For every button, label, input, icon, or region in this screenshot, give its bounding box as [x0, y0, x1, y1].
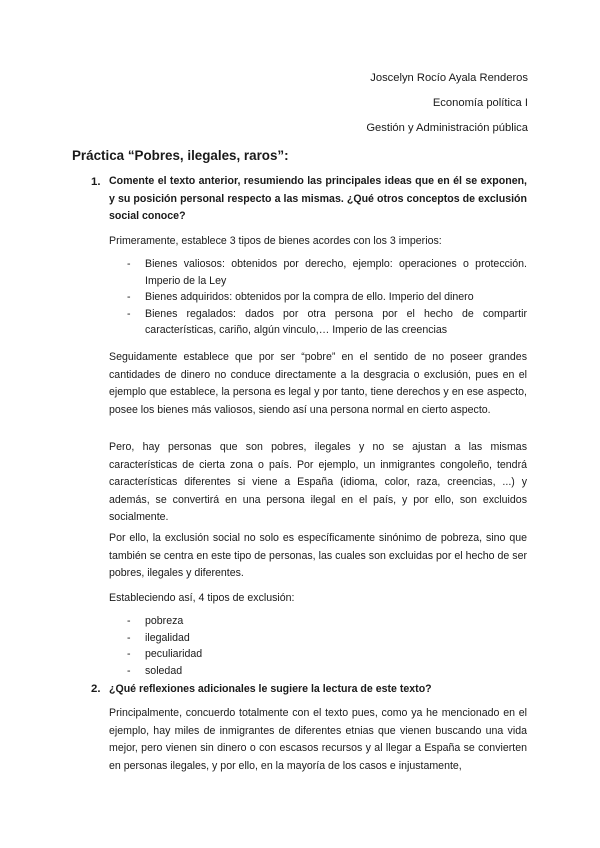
exclusion-item-text: pobreza: [145, 615, 184, 627]
exclusion-item: [127, 646, 527, 663]
bullet-dash: -: [127, 664, 131, 677]
bullet-dash: -: [127, 258, 131, 270]
exclusion-list: [127, 613, 527, 679]
question-1-text: Comente el texto anterior, resumiendo las principales ideas que en él se exponen, y su posición personal respecto a las mismas. ¿Qué otros conceptos de exclusión social conoce?: [109, 175, 527, 222]
goods-item-text: Bienes adquiridos: obtenidos por la compra de ello. Imperio del dinero: [145, 291, 474, 303]
question-2-text: ¿Qué reflexiones adicionales le sugiere la lectura de este texto?: [109, 683, 432, 695]
exclusion-item-text: peculiaridad: [145, 648, 203, 660]
bullet-dash: -: [127, 615, 131, 627]
course-name: Economía política I: [432, 97, 528, 109]
program-name: Gestión y Administración pública: [366, 122, 528, 134]
section1-intro: Primeramente, establece 3 tipos de bienes acordes con los 3 imperios:: [109, 235, 442, 247]
exclusion-item: [127, 663, 527, 680]
exclusion-item-text: ilegalidad: [145, 631, 190, 644]
bullet-dash: -: [127, 307, 131, 320]
goods-item: [127, 256, 527, 289]
exclusion-item: [127, 613, 527, 630]
bullet-dash: -: [127, 648, 131, 660]
goods-item-text: Bienes valiosos: obtenidos por derecho, ejemplo: operaciones o protección. Imperio de la Ley: [145, 258, 527, 287]
section1-paragraph-3: Por ello, la exclusión social no solo es específicamente sinónimo de pobreza, sino que también se centra en este tipo de personas, las cuales son excluidas por el hecho de ser pobres, ilegales y diferentes.: [109, 532, 527, 579]
section2-paragraph-1: Principalmente, concuerdo totalmente con el texto pues, como ya he mencionado en el ejemplo, hay miles de inmigrantes de diferentes etnias que vienen buscando una vida mejor, pero vienen sin dinero o con escasos recursos y al llegar a España se convierten en personas ilegales, y por ello, en la mayoría de los casos e injustamente,: [109, 707, 527, 772]
exclusion-item-text: soledad: [145, 664, 183, 677]
bullet-dash: -: [127, 291, 131, 303]
goods-list: [127, 256, 527, 339]
goods-item: [127, 306, 527, 339]
section1-paragraph-4: Estableciendo así, 4 tipos de exclusión:: [109, 592, 295, 604]
section1-paragraph-2: Pero, hay personas que son pobres, ilegales y no se ajustan a las mismas características de cierta zona o país. Por ejemplo, un inmigrantes congoleño, tendrá características diferentes si viene a España (idioma, color, raza, creencias, ...) y además, se convertirá en una persona ilegal en el país, y por ello, son excluidos socialmente.: [109, 441, 527, 523]
exclusion-item: [127, 630, 527, 647]
goods-item: [127, 289, 527, 306]
question-1-number: 1.: [91, 176, 101, 188]
section1-paragraph-1: Seguidamente establece que por ser “pobre” en el sentido de no poseer grandes cantidades de dinero no conduce directamente a la desgracia o exclusión, pues en el ejemplo que establece, la persona es legal y por tanto, tiene derechos y en ese aspecto, posee los bienes más valiosos, siendo así una persona normal en cierto aspecto.: [109, 351, 527, 416]
question-2-number: 2.: [91, 683, 101, 695]
goods-item-text: Bienes regalados: dados por otra persona por el hecho de compartir características, cariño, algún vinculo,… Imperio de las creencias: [145, 307, 527, 336]
bullet-dash: -: [127, 631, 131, 644]
author-name: Joscelyn Rocío Ayala Renderos: [370, 72, 528, 84]
practice-title: Práctica “Pobres, ilegales, raros”:: [72, 148, 289, 163]
